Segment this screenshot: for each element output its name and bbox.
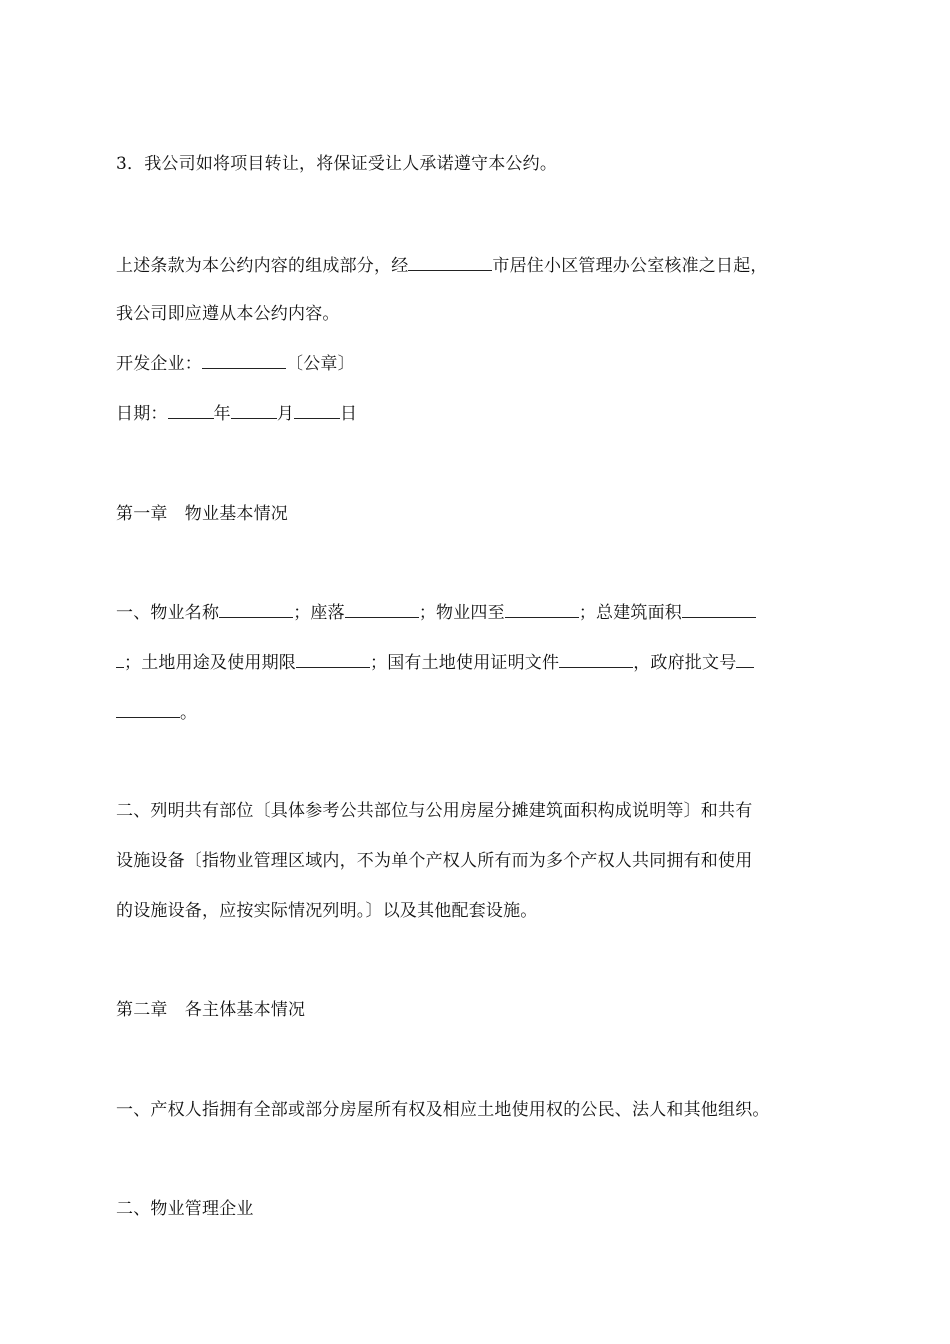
chapter-1-title: 第一章 物业基本情况 xyxy=(116,504,288,524)
land-use-blank xyxy=(296,653,370,668)
land-use-label: ；土地用途及使用期限 xyxy=(124,653,296,673)
approval-text-c: 我公司即应遵从本公约内容。 xyxy=(116,304,340,324)
management-company-text: 二、物业管理企业 xyxy=(116,1199,254,1219)
day-label: 日 xyxy=(340,404,358,424)
property-info-end: 。 xyxy=(180,703,198,723)
property-name-blank xyxy=(219,603,293,618)
shared-facilities-text-2: 设施设备〔指物业管理区域内，不为单个产权人所有而为多个产权人共同拥有和使用 xyxy=(116,851,753,871)
seal-label: 〔公章〕 xyxy=(286,354,355,374)
shared-facilities-line-3 xyxy=(116,899,538,923)
developer-blank xyxy=(202,354,286,369)
approval-text-b: 市居住小区管理办公室核准之日起， xyxy=(492,256,768,276)
total-area-blank-cont xyxy=(116,653,124,668)
property-info-line-3 xyxy=(116,701,197,725)
city-blank xyxy=(408,256,492,271)
day-blank xyxy=(294,404,340,419)
approval-paragraph-line-2 xyxy=(116,302,340,326)
clause-3 xyxy=(116,152,557,176)
clause-3-text: 3．我公司如将项目转让，将保证受让人承诺遵守本公约。 xyxy=(116,154,558,174)
chapter-2-heading xyxy=(116,998,305,1022)
boundary-blank xyxy=(505,603,579,618)
total-area-label: ；总建筑面积 xyxy=(578,603,683,623)
owner-definition xyxy=(116,1098,770,1122)
shared-facilities-line-1 xyxy=(116,799,752,823)
property-info-line-2 xyxy=(116,651,754,675)
property-info-line-1 xyxy=(116,601,756,625)
chapter-1-heading xyxy=(116,502,288,526)
approval-paragraph-line-1 xyxy=(116,254,768,278)
gov-approval-label: ，政府批文号 xyxy=(633,653,737,673)
chapter-2-title: 第二章 各主体基本情况 xyxy=(116,1000,306,1020)
gov-approval-blank-cont xyxy=(116,703,180,718)
year-blank xyxy=(168,404,214,419)
gov-approval-blank xyxy=(736,653,754,668)
property-name-label: 一、物业名称 xyxy=(116,603,220,623)
year-label: 年 xyxy=(213,404,231,424)
owner-definition-text: 一、产权人指拥有全部或部分房屋所有权及相应土地使用权的公民、法人和其他组织。 xyxy=(116,1100,770,1120)
location-label: ；座落 xyxy=(293,603,345,623)
management-company-heading xyxy=(116,1197,254,1221)
shared-facilities-line-2 xyxy=(116,849,752,873)
month-label: 月 xyxy=(276,404,295,424)
land-cert-label: ；国有土地使用证明文件 xyxy=(370,653,560,673)
land-cert-blank xyxy=(559,653,633,668)
shared-facilities-text-1: 二、列明共有部位〔具体参考公共部位与公用房屋分摊建筑面积构成说明等〕和共有 xyxy=(116,801,753,821)
approval-text-a: 上述条款为本公约内容的组成部分，经 xyxy=(116,256,409,276)
developer-line xyxy=(116,352,355,376)
developer-label: 开发企业： xyxy=(116,354,202,374)
location-blank xyxy=(345,603,419,618)
shared-facilities-text-3: 的设施设备，应按实际情况列明。〕以及其他配套设施。 xyxy=(116,901,538,921)
date-line xyxy=(116,402,357,426)
total-area-blank xyxy=(682,603,756,618)
month-blank xyxy=(231,404,277,419)
boundary-label: ；物业四至 xyxy=(418,603,505,623)
date-label: 日期： xyxy=(116,404,168,424)
